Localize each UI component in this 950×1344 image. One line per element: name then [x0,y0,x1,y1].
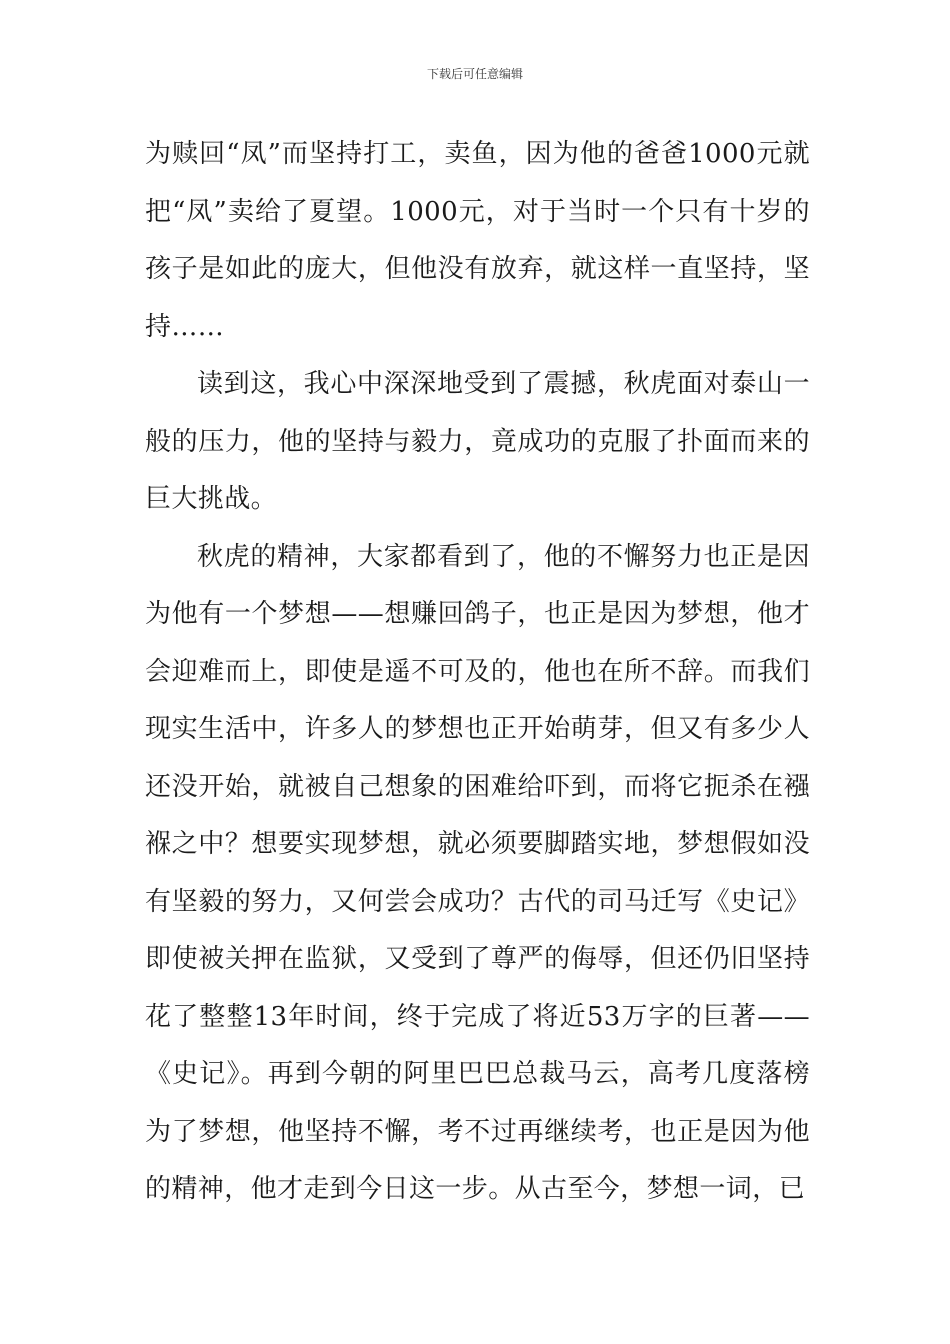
header-note: 下载后可任意编辑 [426,67,523,81]
paragraph-1: 为赎回“凤”而坚持打工，卖鱼，因为他的爸爸1000元就把“凤”卖给了夏望。1000元，对于当时一个只有十岁的孩子是如此的庞大，但他没有放弃，就这样一直坚持，坚持…… [145,139,810,342]
body-text [145,126,810,1219]
paragraph-3: 秋虎的精神，大家都看到了，他的不懈努力也正是因为他有一个梦想——想赚回鸽子，也正是因为梦想，他才会迎难而上，即使是遥不可及的，他也在所不辞。而我们现实生活中，许多人的梦想也正开始萌芽，但又有多少人还没开始，就被自己想象的困难给吓到，而将它扼杀在襁褓之中？想要实现梦想，就必须要脚踏实地，梦想假如没有坚毅的努力，又何尝会成功？古代的司马迁写《史记》即使被关押在监狱，又受到了尊严的侮辱，但还仍旧坚持花了整整13年时间，终于完成了将近53万字的巨著——《史记》。再到今朝的阿里巴巴总裁马云，高考几度落榜为了梦想，他坚持不懈，考不过再继续考，也正是因为他的精神，他才走到今日这一步。从古至今，梦想一词，已 [145,541,810,1204]
paragraph-2: 读到这，我心中深深地受到了震撼，秋虎面对泰山一般的压力，他的坚持与毅力，竟成功的克服了扑面而来的巨大挑战。 [145,369,810,514]
